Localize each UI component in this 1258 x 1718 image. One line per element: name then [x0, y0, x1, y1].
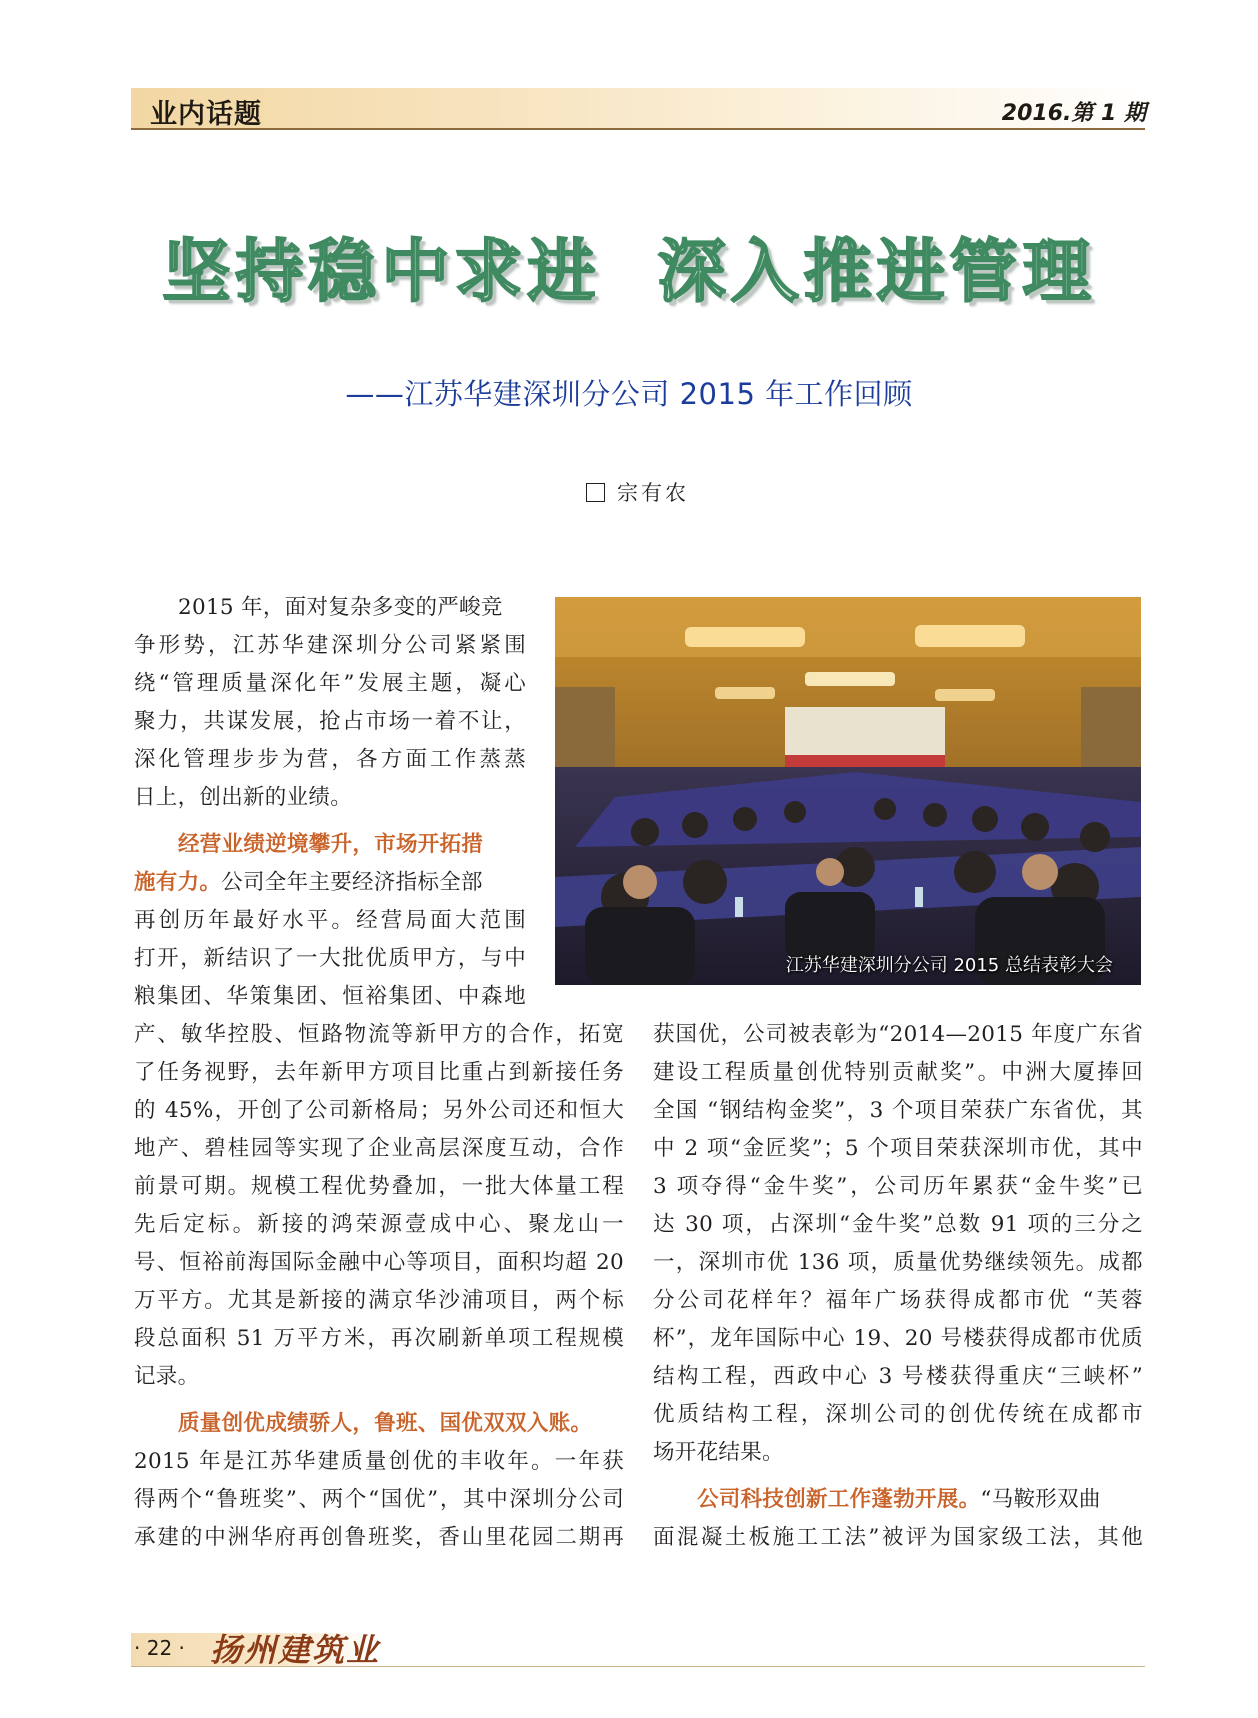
- paragraph-line: 深化管理步步为营，各方面工作蒸蒸: [134, 747, 526, 772]
- paragraph-line: 日上，创出新的业绩。: [134, 785, 353, 810]
- section-label: 业内话题: [150, 99, 262, 130]
- header-band: [131, 88, 1145, 130]
- photo-caption: 江苏华建深圳分公司 2015 总结表彰大会: [785, 955, 1113, 976]
- page-number: · 22 ·: [134, 1636, 185, 1660]
- paragraph-line: 面混凝土板施工工法”被评为国家级工法，其他: [653, 1525, 1143, 1550]
- paragraph-line: 前景可期。规模工程优势叠加，一批大体量工程: [134, 1174, 624, 1199]
- issue-label: 2016.第 1 期: [1001, 101, 1146, 126]
- paragraph-line: 了任务视野，去年新甲方项目比重占到新接任务: [134, 1060, 624, 1085]
- paragraph-line: 号、恒裕前海国际金融中心等项目，面积均超 20: [134, 1250, 624, 1275]
- paragraph-line: 一，深圳市优 136 项，质量优势继续领先。成都: [653, 1250, 1143, 1275]
- paragraph-line: 绕“管理质量深化年”发展主题，凝心: [134, 671, 526, 696]
- paragraph-line: 3 项夺得“金牛奖”，公司历年累获“金牛奖”已: [653, 1174, 1143, 1199]
- paragraph-line: 2015 年是江苏华建质量创优的丰收年。一年获: [134, 1449, 624, 1474]
- paragraph-line: 争形势，江苏华建深圳分公司紧紧围: [134, 633, 526, 658]
- paragraph-line: 再创历年最好水平。经营局面大范围: [134, 908, 526, 933]
- header-rule: [131, 128, 1145, 130]
- paragraph-line: 承建的中洲华府再创鲁班奖，香山里花园二期再: [134, 1525, 624, 1550]
- paragraph-line: [697, 1485, 1101, 1515]
- paragraph-line: 优质结构工程，深圳公司的创优传统在成都市: [653, 1402, 1143, 1427]
- paragraph-line: 结构工程，西政中心 3 号楼获得重庆“三峡杯”: [653, 1364, 1143, 1389]
- paragraph-line: 段总面积 51 万平方米，再次刷新单项工程规模: [134, 1326, 624, 1351]
- author-name: 宗有农: [617, 481, 689, 505]
- byline: [586, 477, 689, 507]
- paragraph-line: 地产、碧桂园等实现了企业高层深度互动，合作: [134, 1136, 624, 1161]
- paragraph-text: 公司全年主要经济指标全部: [221, 870, 483, 895]
- article-title: 坚持稳中求进 深入推进管理: [162, 232, 1096, 312]
- paragraph-line: 建设工程质量创优特别贡献奖”。中洲大厦捧回: [653, 1060, 1143, 1085]
- paragraph-line: [134, 868, 483, 898]
- paragraph-line: 记录。: [134, 1364, 200, 1389]
- paragraph-line: 分公司花样年？福年广场获得成都市优 “芙蓉: [653, 1288, 1143, 1313]
- paragraph-line: 的 45%，开创了公司新格局；另外公司还和恒大: [134, 1098, 624, 1123]
- paragraph-line: 中 2 项“金匠奖”；5 个项目荣获深圳市优，其中: [653, 1136, 1143, 1161]
- section-heading: 公司科技创新工作蓬勃开展。: [697, 1487, 981, 1512]
- paragraph-line: 全国 “钢结构金奖”，3 个项目荣获广东省优，其: [653, 1098, 1143, 1123]
- paragraph-line: 先后定标。新接的鸿荣源壹成中心、聚龙山一: [134, 1212, 624, 1237]
- conference-photo-illustration: [555, 597, 1141, 985]
- section-heading: 质量创优成绩骄人，鲁班、国优双双入账。: [178, 1411, 593, 1436]
- paragraph-line: 粮集团、华策集团、恒裕集团、中森地: [134, 984, 526, 1009]
- paragraph-line: 产、敏华控股、恒路物流等新甲方的合作，拓宽: [134, 1022, 624, 1047]
- section-heading: 经营业绩逆境攀升，市场开拓措: [178, 832, 484, 857]
- paragraph-text: “马鞍形双曲: [980, 1487, 1101, 1512]
- paragraph-line: 万平方。尤其是新接的满京华沙浦项目，两个标: [134, 1288, 624, 1313]
- paragraph-line: 打开，新结识了一大批优质甲方，与中: [134, 946, 526, 971]
- paragraph-line: 聚力，共谋发展，抢占市场一着不让，: [134, 709, 526, 734]
- section-heading: 施有力。: [134, 870, 222, 895]
- paragraph-line: 杯”，龙年国际中心 19、20 号楼获得成都市优质: [653, 1326, 1143, 1351]
- article-subtitle: ——江苏华建深圳分公司 2015 年工作回顾: [345, 377, 913, 411]
- paragraph-line: 得两个“鲁班奖”、两个“国优”，其中深圳分公司: [134, 1487, 624, 1512]
- paragraph-line: 场开花结果。: [653, 1440, 784, 1465]
- byline-box-icon: [586, 483, 605, 502]
- paragraph-line: 2015 年，面对复杂多变的严峻竞: [178, 595, 503, 620]
- conference-photo: [555, 597, 1141, 985]
- paragraph-line: 达 30 项，占深圳“金牛奖”总数 91 项的三分之: [653, 1212, 1143, 1237]
- paragraph-line: 获国优，公司被表彰为“2014—2015 年度广东省: [653, 1022, 1143, 1047]
- magazine-logo: 扬州建筑业: [210, 1631, 381, 1669]
